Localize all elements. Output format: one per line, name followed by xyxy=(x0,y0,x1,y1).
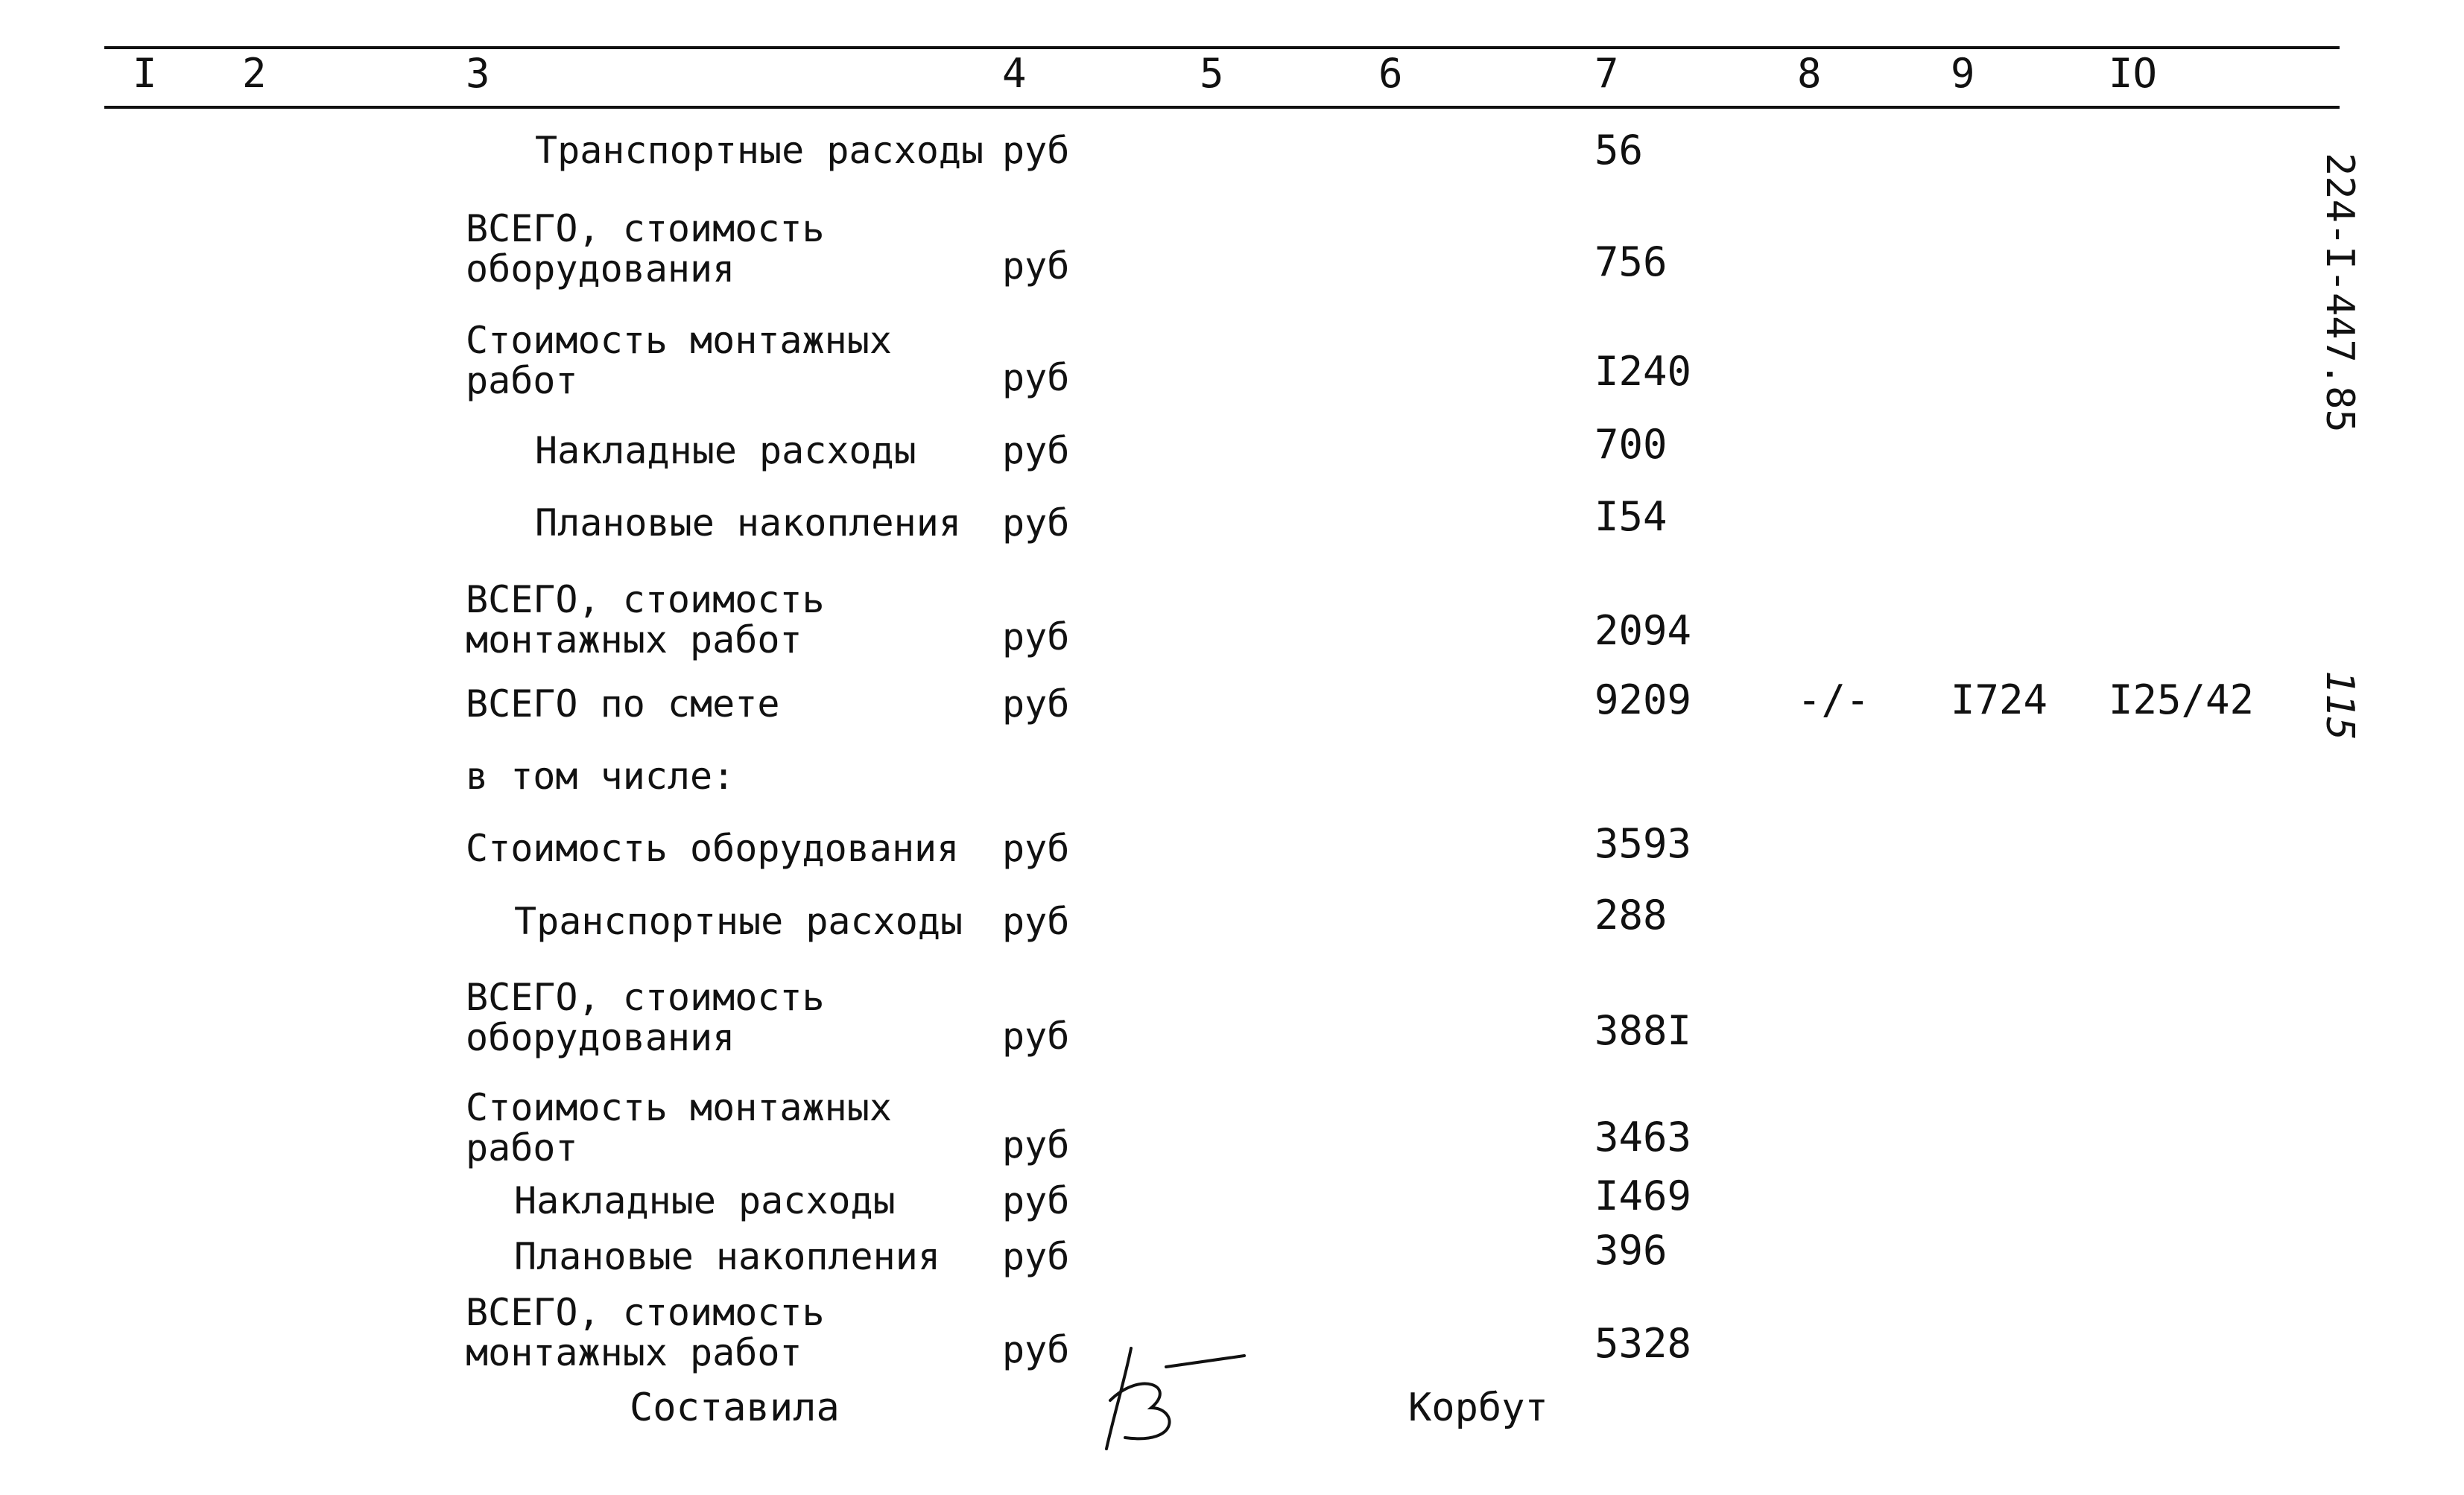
row-unit: руб xyxy=(1002,129,1070,172)
row-value: 3463 xyxy=(1594,1114,1692,1161)
col-header-9: 9 xyxy=(1951,50,1975,97)
signature-mark xyxy=(1073,1318,1259,1460)
row-value: 700 xyxy=(1594,421,1668,468)
row-label: Накладные расходы xyxy=(514,1179,896,1222)
row-value: 2094 xyxy=(1594,607,1692,654)
row-value: 756 xyxy=(1594,238,1668,285)
row-value: I469 xyxy=(1594,1172,1692,1219)
row-label: Плановые накопления xyxy=(535,501,961,545)
compiled-by-label: Составила xyxy=(630,1386,840,1430)
col-header-2: 2 xyxy=(242,50,267,97)
row-unit: руб xyxy=(1002,429,1070,472)
compiler-name: Корбут xyxy=(1408,1386,1548,1430)
row-value: 5328 xyxy=(1594,1320,1692,1367)
page-number: 115 xyxy=(2317,670,2362,740)
header-bottom-rule xyxy=(104,106,2340,109)
row-label: в том числе: xyxy=(466,755,735,798)
document-code: 224-I-447.85 xyxy=(2317,153,2362,433)
row-label: Транспортные расходы xyxy=(514,900,963,943)
row-value: 396 xyxy=(1594,1227,1668,1274)
row-label: ВСЕГО, стоимость монтажных работ xyxy=(466,578,825,661)
row-value: 288 xyxy=(1594,892,1668,939)
row-value: 56 xyxy=(1594,127,1644,174)
row-unit: руб xyxy=(1002,1235,1070,1278)
col-header-8: 8 xyxy=(1797,50,1822,97)
col-header-10: IO xyxy=(2109,50,2158,97)
row-unit: руб xyxy=(1002,1015,1070,1058)
col-header-6: 6 xyxy=(1378,50,1403,97)
col-header-4: 4 xyxy=(1002,50,1027,97)
row-unit: руб xyxy=(1002,615,1070,658)
header-top-rule xyxy=(104,46,2340,49)
row-unit: руб xyxy=(1002,827,1070,870)
row-col8: -/- xyxy=(1797,676,1870,723)
row-unit: руб xyxy=(1002,1123,1070,1167)
row-unit: руб xyxy=(1002,356,1070,399)
row-unit: руб xyxy=(1002,1328,1070,1371)
row-unit: руб xyxy=(1002,244,1070,288)
row-unit: руб xyxy=(1002,682,1070,726)
col-header-3: 3 xyxy=(466,50,490,97)
row-value: I54 xyxy=(1594,493,1668,540)
row-label: Накладные расходы xyxy=(535,429,916,472)
col-header-7: 7 xyxy=(1594,50,1619,97)
row-unit: руб xyxy=(1002,900,1070,943)
row-value: I240 xyxy=(1594,348,1692,395)
row-label: ВСЕГО, стоимость монтажных работ xyxy=(466,1291,825,1374)
col-header-5: 5 xyxy=(1200,50,1224,97)
row-col10: I25/42 xyxy=(2109,676,2255,723)
row-value: 388I xyxy=(1594,1007,1692,1054)
row-label: ВСЕГО, стоимость оборудования xyxy=(466,207,825,291)
row-unit: руб xyxy=(1002,1179,1070,1222)
row-label: Стоимость оборудования xyxy=(466,827,960,870)
row-label: Транспортные расходы xyxy=(535,129,984,172)
row-label: Стоимость монтажных работ xyxy=(466,319,892,402)
row-unit: руб xyxy=(1002,501,1070,545)
row-label: ВСЕГО по смете xyxy=(466,682,780,726)
row-value: 3593 xyxy=(1594,820,1692,867)
row-value: 9209 xyxy=(1594,676,1692,723)
row-label: Стоимость монтажных работ xyxy=(466,1086,892,1169)
row-label: ВСЕГО, стоимость оборудования xyxy=(466,976,825,1059)
row-col9: I724 xyxy=(1951,676,2048,723)
row-label: Плановые накопления xyxy=(514,1235,940,1278)
col-header-1: I xyxy=(133,50,157,97)
